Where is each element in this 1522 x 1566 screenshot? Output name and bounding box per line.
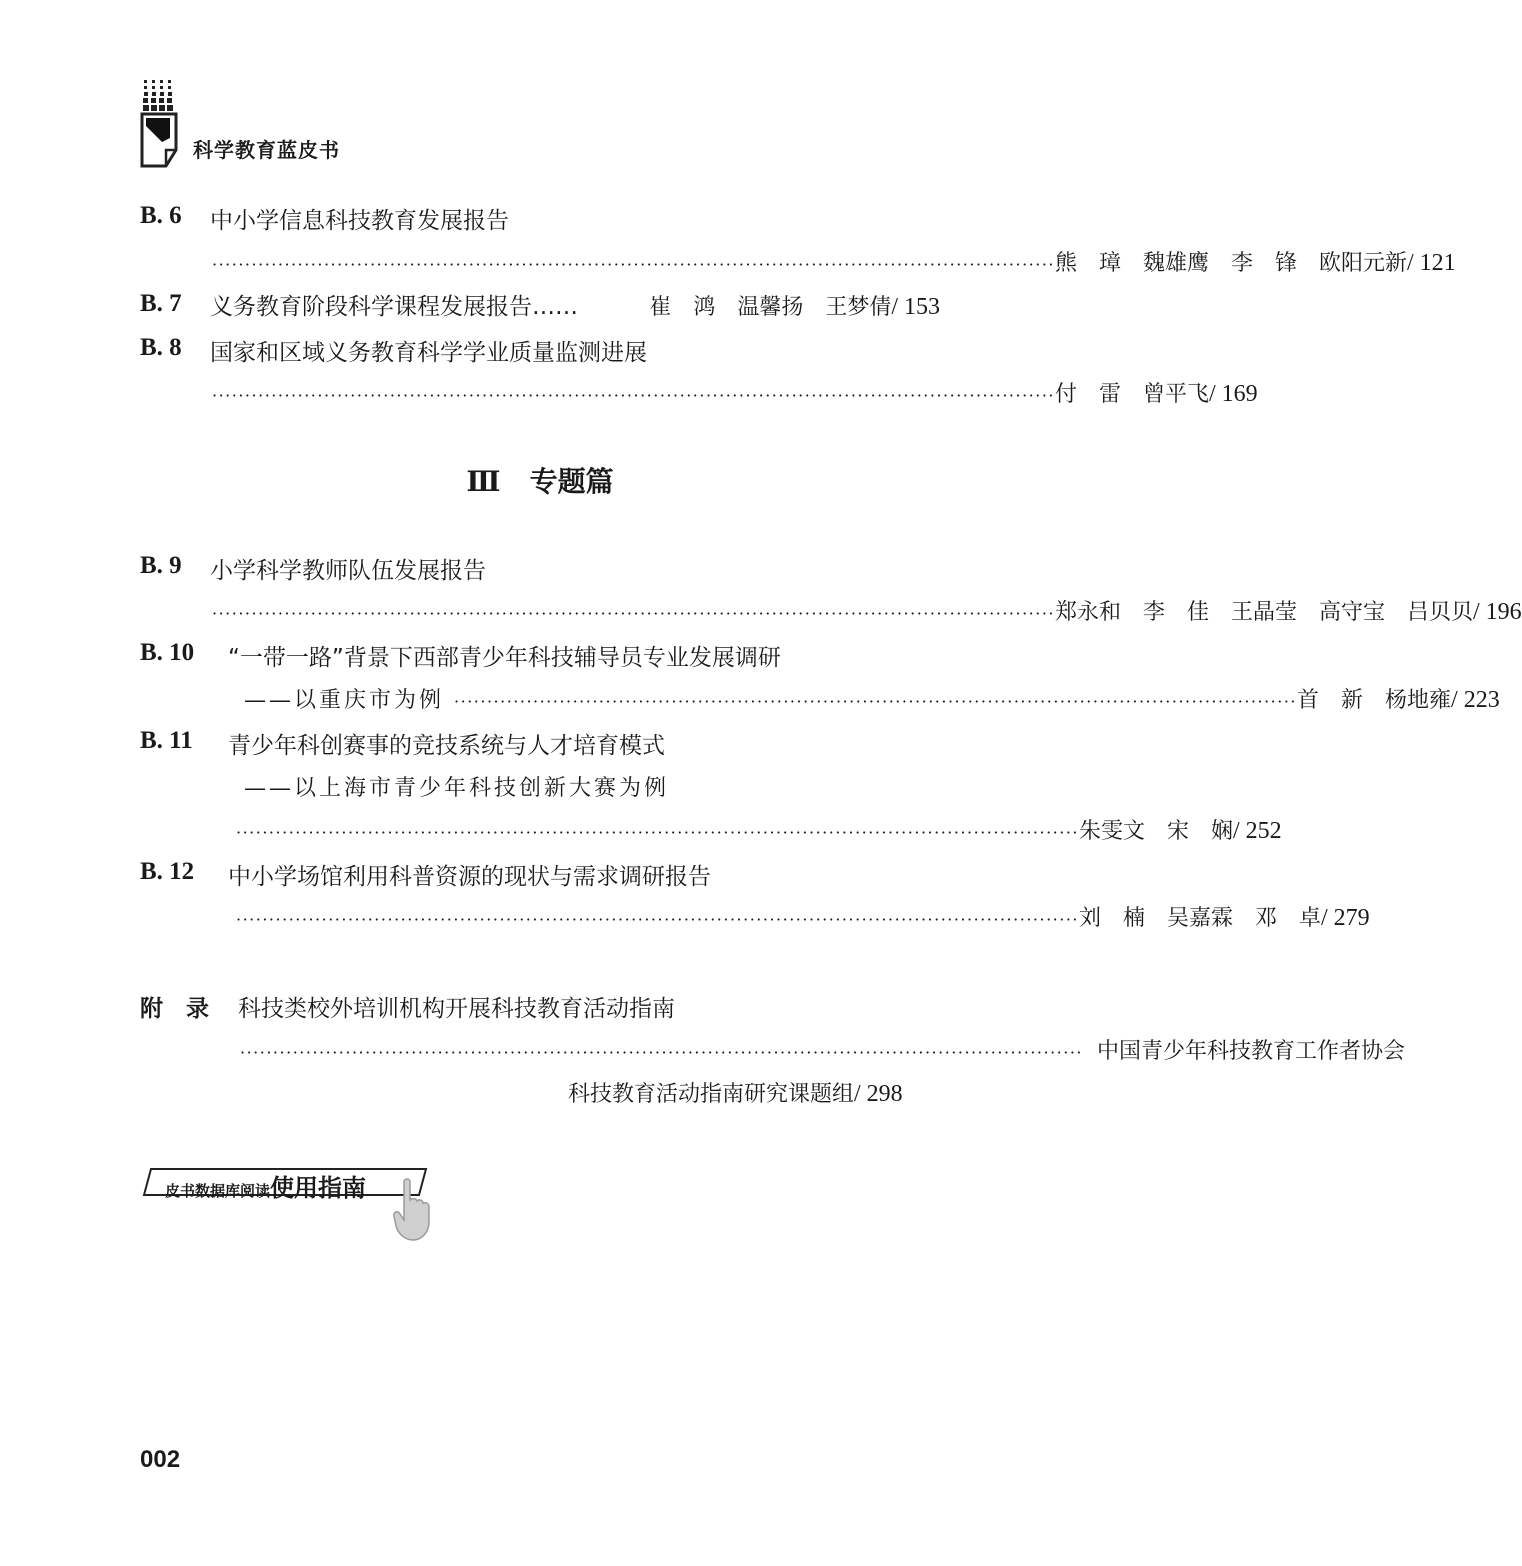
entry-author-line[interactable]	[212, 377, 1258, 408]
guide-big-text: 使用指南	[270, 1173, 367, 1202]
entry-authors: 付 雷 曾平飞	[1055, 382, 1210, 407]
section-title: 专题篇	[529, 465, 614, 498]
entry-authors: 首 新 杨地雍	[1297, 688, 1452, 713]
guide-label	[165, 1168, 366, 1203]
entry-title: 国家和区域义务教育科学学业质量监测进展	[210, 340, 647, 366]
entry-page: / 153	[891, 294, 940, 320]
entry-code: B. 9	[140, 552, 182, 579]
appendix-author-2: 科技教育活动指南研究课题组	[568, 1082, 855, 1107]
appendix-page: / 298	[854, 1081, 903, 1107]
entry-author-line[interactable]	[236, 814, 1282, 845]
leader-dots: ································································································································	[454, 692, 1298, 711]
entry-page: / 252	[1233, 818, 1282, 844]
leader-dots: ································································································································	[240, 1043, 1083, 1062]
entry-page: / 169	[1209, 381, 1258, 407]
entry-title: 小学科学教师队伍发展报告	[210, 558, 486, 584]
series-title: 科学教育蓝皮书	[193, 138, 340, 162]
appendix-label: 附 录	[140, 996, 209, 1022]
entry-authors: 朱雯文 宋 娴	[1079, 819, 1234, 844]
entry-page: / 223	[1451, 687, 1500, 713]
entry-authors: 崔 鸿 温馨扬 王梦倩	[649, 295, 892, 320]
entry-code: B. 12	[140, 858, 195, 885]
appendix-title: 科技类校外培训机构开展科技教育活动指南	[238, 996, 675, 1022]
entry-authors: 郑永和 李 佳 王晶莹 高守宝 吕贝贝	[1055, 600, 1474, 625]
entry-author-line[interactable]	[236, 901, 1370, 932]
appendix-author-1: 中国青少年科技教育工作者协会	[1097, 1039, 1406, 1064]
leader-dots: ································································································································	[212, 604, 1055, 623]
pointing-hand-icon	[392, 1178, 432, 1244]
guide-small-text: 皮书数据库阅读	[165, 1182, 271, 1200]
page-number: 002	[140, 1446, 181, 1473]
entry-page: / 279	[1321, 905, 1370, 931]
entry-author-line[interactable]	[212, 595, 1522, 626]
entry-author-line[interactable]	[212, 246, 1456, 277]
leader-dots: ································································································································	[212, 255, 1055, 274]
entry-title: 中小学信息科技教育发展报告	[210, 208, 509, 234]
entry-title: 青少年科创赛事的竞技系统与人才培育模式	[228, 733, 665, 759]
entry-authors: 刘 楠 吴嘉霖 邓 卓	[1079, 906, 1322, 931]
entry-author-line[interactable]	[210, 288, 940, 321]
entry-authors: 熊 璋 魏雄鹰 李 锋 欧阳元新	[1055, 251, 1408, 276]
entry-code: B. 7	[140, 290, 182, 317]
section-heading	[0, 460, 1080, 500]
entry-title: “一带一路”背景下西部青少年科技辅导员专业发展调研	[228, 645, 781, 671]
series-logo-icon	[140, 78, 184, 170]
entry-code: B. 11	[140, 727, 193, 754]
appendix-author-line[interactable]	[240, 1034, 1406, 1065]
leader-dots: ································································································································	[236, 910, 1079, 929]
leader-dots: ································································································································	[236, 823, 1079, 842]
leader-dots: ································································································································	[212, 386, 1055, 405]
entry-code: B. 8	[140, 334, 182, 361]
entry-page: / 121	[1407, 250, 1456, 276]
entry-title: 义务教育阶段科学课程发展报告……	[210, 294, 578, 320]
entry-code: B. 10	[140, 639, 195, 666]
appendix-author-line-2[interactable]	[568, 1077, 903, 1108]
database-guide-banner[interactable]	[143, 1168, 427, 1202]
entry-code: B. 6	[140, 202, 182, 229]
entry-author-line[interactable]	[244, 683, 1500, 714]
entry-subtitle: ——以上海市青少年科技创新大赛为例	[244, 776, 670, 801]
entry-title: 中小学场馆利用科普资源的现状与需求调研报告	[228, 864, 711, 890]
section-numeral: Ⅲ	[466, 465, 501, 498]
entry-subtitle: ——以重庆市为例	[244, 688, 445, 713]
entry-page: / 196	[1473, 599, 1522, 625]
